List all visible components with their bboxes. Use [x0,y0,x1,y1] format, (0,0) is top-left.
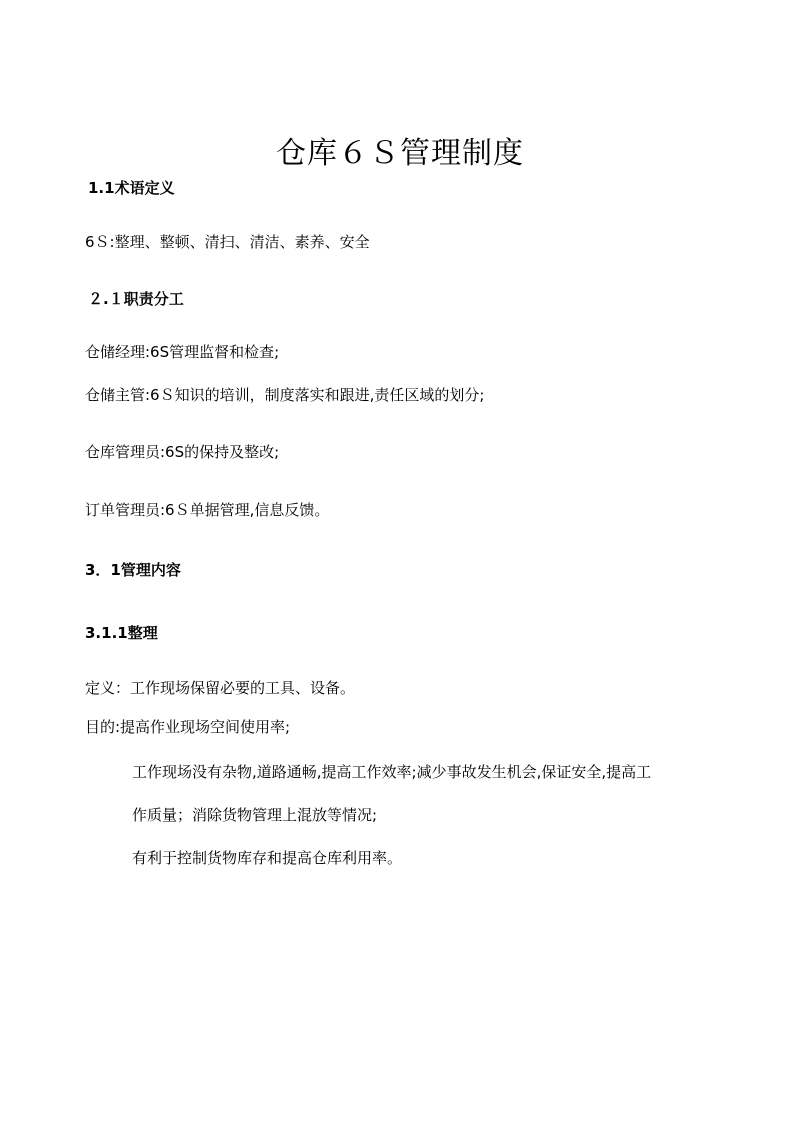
sorting-point-line: 工作现场没有杂物,道路通畅,提高工作效率;减少事故发生机会,保证安全,提高工 [132,763,652,781]
sorting-point-line: 有利于控制货物库存和提高仓库利用率。 [132,849,403,867]
sorting-purpose: 目的:提高作业现场空间使用率; [85,718,291,736]
sorting-definition: 定义：工作现场保留必要的工具、设备。 [85,679,356,697]
terminology-definition: 6Ｓ:整理、整顿、清扫、清洁、素养、安全 [85,233,370,251]
responsibility-line: 仓库管理员:6S的保持及整改; [85,443,280,461]
section-heading-terminology: 1.1术语定义 [88,179,175,197]
section-heading-responsibilities: ２.１职责分工 [88,290,184,308]
subsection-heading-sorting: 3.1.1整理 [85,624,158,642]
sorting-point-line: 作质量；消除货物管理上混放等情况; [132,806,378,824]
responsibility-line: 订单管理员:6Ｓ单据管理,信息反馈。 [85,501,330,519]
responsibility-line: 仓储经理:6S管理监督和检查; [85,343,280,361]
responsibility-line: 仓储主管:6Ｓ知识的培训，制度落实和跟进,责任区域的划分; [85,386,485,404]
document-title: 仓库６Ｓ管理制度 [276,136,524,171]
section-heading-management-content: 3．1管理内容 [85,561,181,579]
